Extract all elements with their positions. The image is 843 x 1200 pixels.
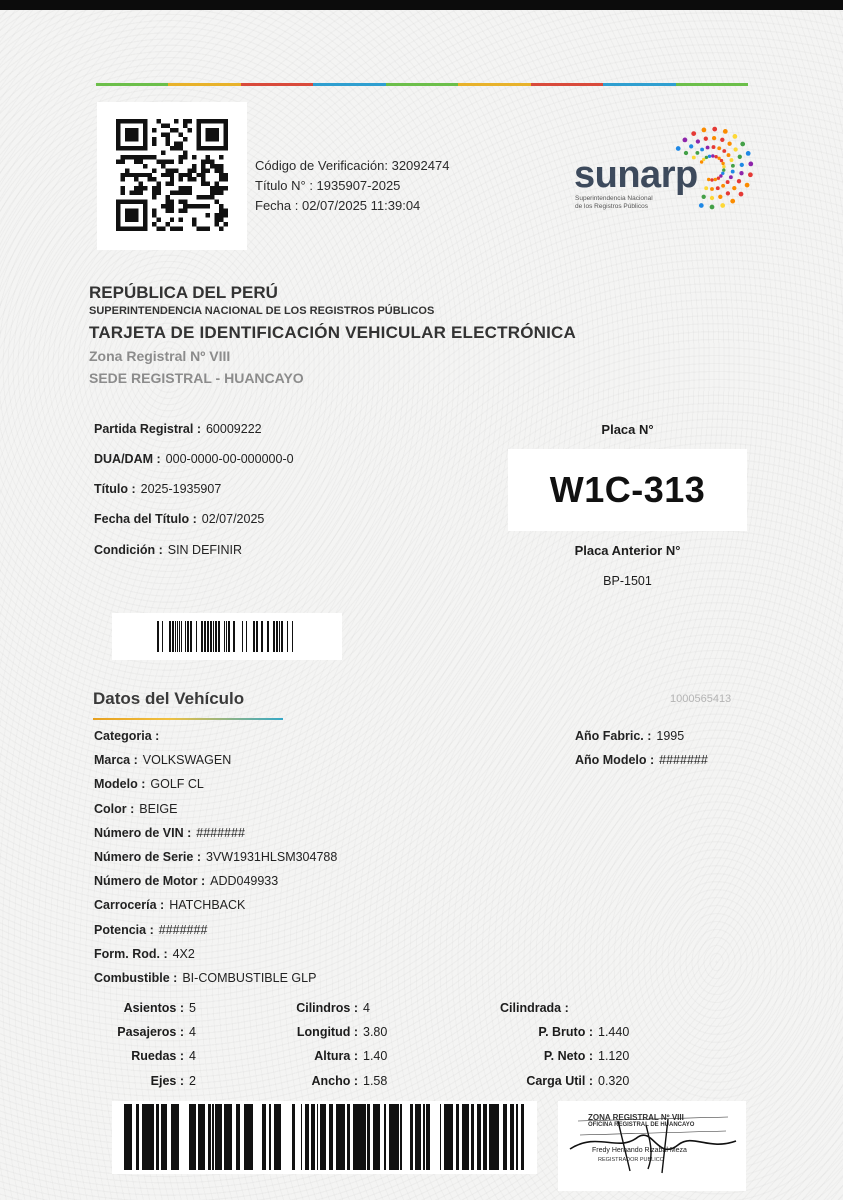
spec-row [270,1074,387,1088]
document-number: 1000565413 [670,693,732,705]
vehicle-right-row [575,753,708,767]
field-label: Año Modelo : [575,753,655,768]
field-label: Carrocería : [94,898,165,913]
qr-code [97,102,247,250]
placa-box [508,449,747,531]
spec-value: 3.80 [363,1025,388,1040]
spec-label: Ruedas : [131,1049,184,1064]
field-value: GOLF CL [150,777,204,792]
spec-value: 1.40 [363,1049,388,1064]
spec-value: 0.320 [598,1073,630,1088]
spec-value: 5 [189,1001,196,1015]
issue-date: Fecha : 02/07/2025 11:39:04 [255,198,421,213]
field-label: Número de Serie : [94,850,201,864]
stamp-registrar-name: Fredy Hernando Rizabal Meza [592,1147,687,1154]
field-label: Fecha del Título : [94,512,197,526]
field-value: HATCHBACK [169,898,246,913]
stripe-segment [531,83,603,86]
spec-label: Pasajeros : [117,1025,184,1040]
republic-heading: REPÚBLICA DEL PERÚ [89,283,278,302]
vehicle-row [94,874,278,888]
field-value: BEIGE [139,801,178,816]
field-label: Partida Registral : [94,422,201,436]
field-label: Color : [94,801,135,816]
section-underline [93,718,283,720]
spec-row [94,1025,196,1039]
spec-row [94,1074,196,1088]
vehicle-row [94,753,231,767]
document-page [0,10,843,1200]
field-value: 60009222 [205,422,262,436]
registro-row [94,422,262,436]
vehicle-right-row [575,729,684,743]
field-label: Marca : [94,753,138,768]
sunarp-logo [572,116,762,226]
placa-anterior-label: Placa Anterior N° [574,543,681,558]
field-value: ####### [158,922,208,937]
field-label: Modelo : [94,777,146,792]
spec-label: Longitud : [296,1025,358,1040]
spec-row [94,1001,196,1015]
spec-label: Cilindrada : [500,1001,569,1015]
field-value: 1995 [656,729,685,743]
spec-row [270,1025,387,1039]
spec-value: 1.58 [363,1073,388,1088]
field-value: VOLKSWAGEN [142,753,232,768]
field-label: Año Fabric. : [575,729,652,743]
titulo-number: Título N° : 1935907-2025 [255,178,401,193]
placa-anterior-value: BP-1501 [603,574,652,588]
vehicle-row [94,729,164,743]
spec-row [270,1001,370,1015]
spec-value: 4 [363,1001,370,1015]
spec-value: 4 [189,1049,196,1064]
registro-row [94,512,264,526]
spec-row [500,1025,629,1039]
field-value: 4X2 [172,946,195,961]
spec-label: Carga Util : [526,1073,593,1088]
spec-value: 4 [189,1025,196,1040]
spec-label: Cilindros : [296,1001,358,1015]
sede-label: SEDE REGISTRAL - HUANCAYO [89,370,304,386]
spec-row [270,1049,387,1063]
stripe-segment [96,83,168,86]
field-label: Condición : [94,543,163,557]
spec-value: 1.440 [598,1025,630,1040]
vehicle-row [94,947,195,961]
spec-row [500,1074,629,1088]
spec-label: P. Bruto : [538,1025,593,1040]
stamp-registrar-title: REGISTRADOR PUBLICO [598,1157,665,1163]
stripe-segment [603,83,675,86]
spec-label: Ejes : [150,1073,184,1088]
field-label: Form. Rod. : [94,946,168,961]
stripe-segment [313,83,385,86]
stamp-office: OFICINA REGISTRAL DE HUANCAYO [588,1122,695,1128]
field-value: BI-COMBUSTIBLE GLP [182,971,317,985]
spec-value: 1.120 [598,1049,630,1064]
field-label: Categoria : [94,729,160,743]
registro-row [94,482,221,496]
placa-label: Placa N° [601,422,654,437]
vehicle-row [94,898,245,912]
field-value: 02/07/2025 [201,512,265,526]
vehicle-row [94,826,245,840]
barcode-small [112,613,342,660]
spec-row [500,1049,629,1063]
registrar-stamp [558,1101,746,1191]
document-title: TARJETA DE IDENTIFICACIÓN VEHICULAR ELECTRÓNICA [89,323,576,342]
field-value: 2025-1935907 [140,482,222,496]
stripe-segment [168,83,240,86]
spec-value: 2 [189,1073,196,1088]
stripe-segment [386,83,458,86]
barcode-large [112,1101,537,1174]
logo-subtitle: Superintendencia Nacional de los Registros Públicos [575,195,653,210]
placa-number: W1C-313 [549,469,706,510]
color-stripe [96,83,748,86]
signature [558,1101,746,1191]
registro-row [94,452,294,466]
stripe-segment [458,83,530,86]
field-value: 3VW1931HLSM304788 [205,850,338,864]
vehicle-row [94,971,316,985]
field-label: Número de VIN : [94,825,192,840]
vehicle-row [94,777,204,791]
field-label: Combustible : [94,971,178,985]
vehicle-row [94,802,178,816]
spec-label: Asientos : [123,1001,184,1015]
stripe-segment [676,83,748,86]
agency-heading: SUPERINTENDENCIA NACIONAL DE LOS REGISTROS PÚBLICOS [89,305,435,317]
field-label: Potencia : [94,922,154,937]
vehicle-row [94,850,337,864]
verification-block [255,156,449,216]
registro-row [94,543,242,557]
field-label: Título : [94,482,136,496]
field-label: DUA/DAM : [94,452,161,466]
spec-label: Ancho : [311,1073,358,1088]
zone-label: Zona Registral Nº VIII [89,348,231,364]
spec-row [500,1001,598,1015]
section-title-vehiculo: Datos del Vehículo [93,689,245,708]
logo-wordmark: sunarp [574,154,698,196]
field-label: Número de Motor : [94,874,206,889]
spec-label: Altura : [314,1049,358,1064]
spec-label: P. Neto : [543,1049,593,1064]
top-bar [0,0,843,10]
spec-row [94,1049,196,1063]
field-value: ####### [196,825,245,840]
stripe-segment [241,83,313,86]
field-value: 000-0000-00-000000-0 [165,452,294,466]
field-value: ####### [659,753,708,768]
field-value: ADD049933 [210,874,279,889]
field-value: SIN DEFINIR [167,543,243,557]
vehicle-row [94,923,207,937]
stamp-zone: ZONA REGISTRAL Nº VIII [588,1113,684,1122]
verification-code: Código de Verificación: 32092474 [255,158,450,173]
